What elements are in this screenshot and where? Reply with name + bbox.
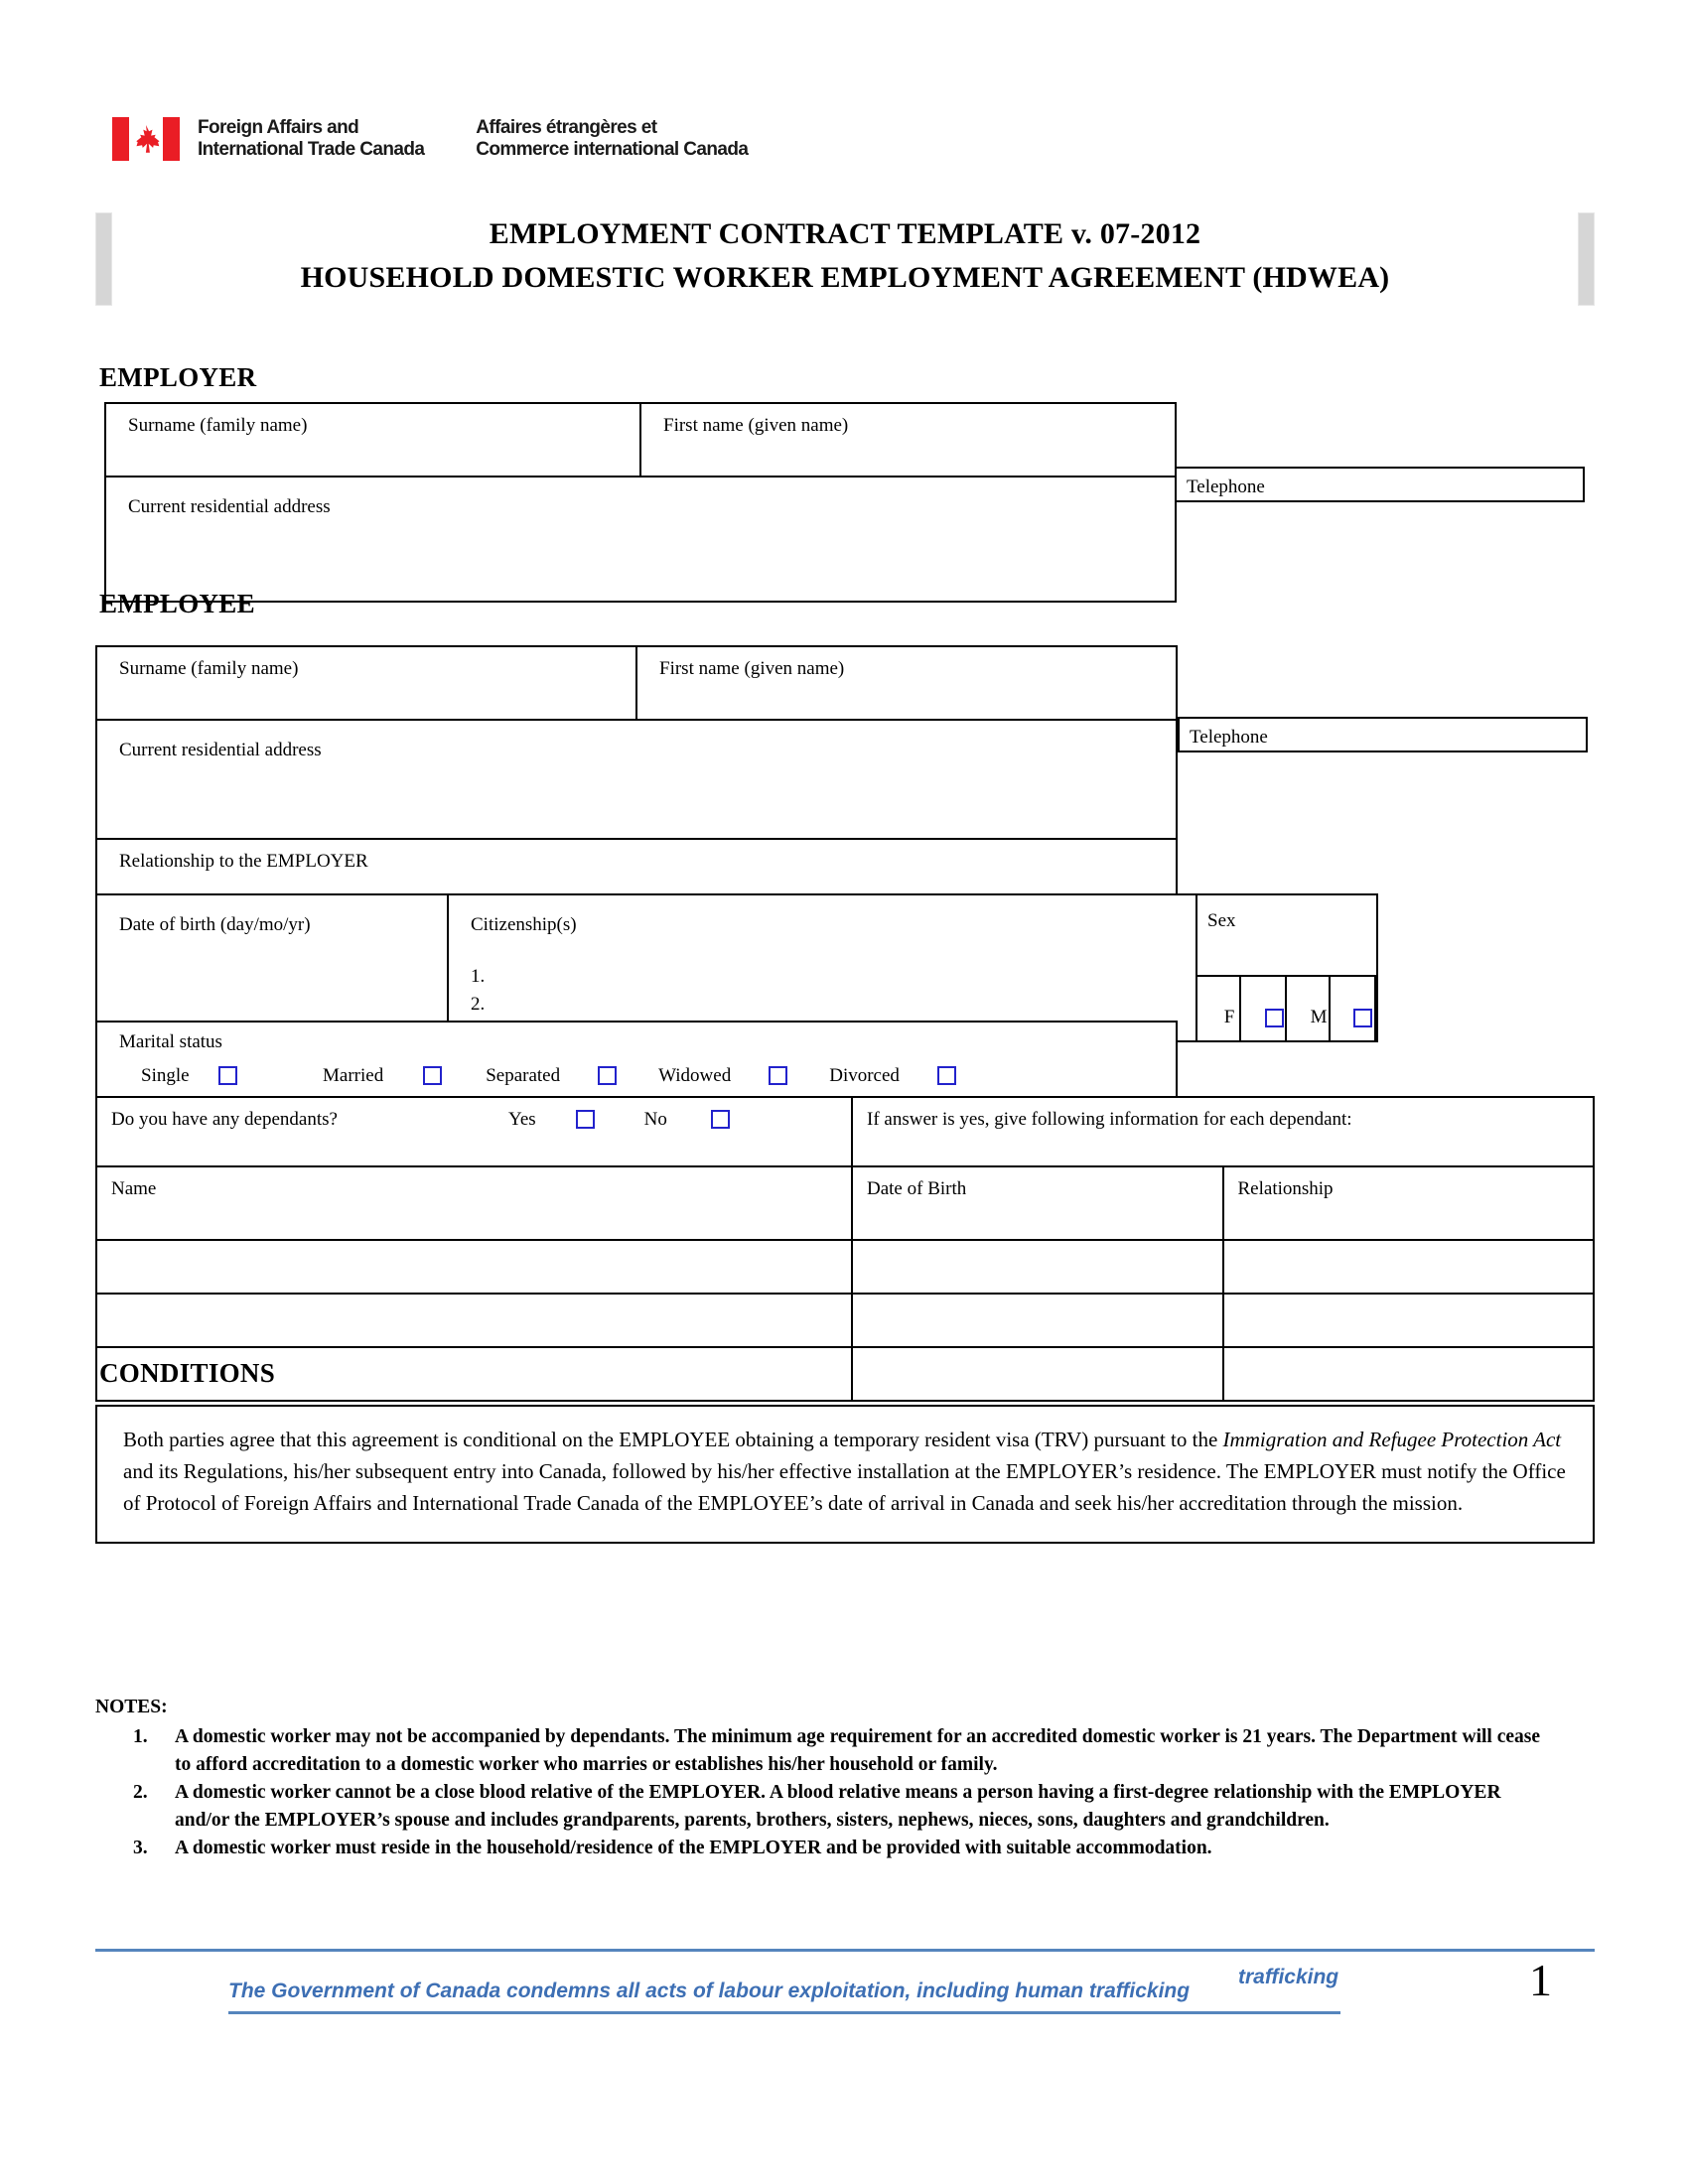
dependants-no-label: No [643, 1109, 667, 1130]
page-number: 1 [1529, 1955, 1552, 2005]
marital-status-label: Marital status [119, 1031, 222, 1052]
dependants-question-row [96, 1097, 1594, 1166]
dependants-col-name [96, 1166, 852, 1240]
dependant-name-cell[interactable] [96, 1240, 852, 1294]
wordmark-fr-line1: Affaires étrangères et [476, 117, 657, 138]
employer-name-row [105, 403, 1176, 477]
marital-status-table [95, 1021, 1178, 1108]
employee-citizenship-label: Citizenship(s) [471, 914, 577, 935]
dependants-instruction-label: If answer is yes, give following information for each dependant: [867, 1109, 1352, 1130]
employer-address-cell[interactable] [105, 477, 1176, 602]
dependant-dob-cell[interactable] [852, 1294, 1223, 1347]
title-bar-right [1578, 212, 1595, 306]
employer-table [104, 402, 1177, 603]
dependants-col-name-label: Name [111, 1178, 157, 1199]
dependants-table [95, 1096, 1595, 1402]
employer-surname-cell[interactable] [105, 403, 640, 477]
list-item [133, 1835, 1545, 1862]
footer-notice-overlap: trafficking [1238, 1966, 1339, 1988]
dependants-col-relationship-label: Relationship [1237, 1178, 1334, 1199]
employee-firstname-label: First name (given name) [659, 658, 845, 679]
marital-widowed-checkbox[interactable] [769, 1066, 787, 1085]
marital-option-married-label: Married [323, 1064, 384, 1086]
conditions-text-part2: and its Regulations, his/her subsequent entry into Canada, followed by his/her effective installation at the EMPLOYER’s residence. The EMPLOYER must notify the Office of Protocol of Foreign Affairs and International Trade Canada of the EMPLOYEE’s date of arrival in Canada and seek his/her accreditation through the mission. [123, 1458, 1566, 1515]
dependants-question-label: Do you have any dependants? [111, 1109, 338, 1130]
employee-table [95, 645, 1178, 929]
note-text: A domestic worker must reside in the household/residence of the EMPLOYER and be provided with suitable accommodation. [175, 1838, 1212, 1859]
dependants-col-dob-label: Date of Birth [867, 1178, 967, 1199]
employee-surname-cell[interactable] [96, 646, 636, 720]
dependant-relationship-cell[interactable] [1223, 1294, 1595, 1347]
employee-dob-label: Date of birth (day/mo/yr) [119, 914, 311, 935]
wordmark-en-line2: International Trade Canada [198, 139, 425, 161]
wordmark-english [198, 117, 424, 162]
dependant-relationship-cell[interactable] [1223, 1347, 1595, 1401]
employee-citizenship-list [471, 963, 1196, 1020]
conditions-section-heading: CONDITIONS [99, 1358, 276, 1388]
page-title-line1: EMPLOYMENT CONTRACT TEMPLATE v. 07-2012 [489, 217, 1201, 250]
note-number: 1. [133, 1726, 148, 1748]
employee-firstname-cell[interactable] [636, 646, 1177, 720]
note-number: 3. [133, 1838, 148, 1859]
dependants-instruction-cell [852, 1097, 1594, 1166]
wordmark-french [476, 117, 748, 162]
sex-male-checkbox[interactable] [1353, 1009, 1372, 1027]
note-text: A domestic worker may not be accompanied by dependants. The minimum age requirement for an accredited domestic worker is 21 years. The Department will cease to afford accreditation to a domestic worker who marries or establishes his/her household or family. [175, 1726, 1540, 1776]
conditions-act-name: Immigration and Refugee Protection Act [1222, 1428, 1562, 1451]
employee-address-label: Current residential address [119, 740, 322, 760]
footer-divider [95, 1949, 1595, 1952]
employer-address-row [105, 477, 1176, 602]
employee-citizenship-cell[interactable] [448, 894, 1196, 1041]
citizenship-item-1[interactable]: 1. [471, 965, 486, 987]
marital-option-single-label: Single [141, 1064, 190, 1086]
dependant-dob-cell[interactable] [852, 1347, 1223, 1401]
marital-option-divorced[interactable] [829, 1064, 956, 1088]
employee-sex-cell [1196, 894, 1377, 1041]
sex-male-checkbox-cell[interactable] [1330, 976, 1375, 1040]
employer-telephone-label: Telephone [1187, 477, 1265, 497]
conditions-text-part1: Both parties agree that this agreement is conditional on the EMPLOYEE obtaining a temporary resident visa (TRV) pursuant to the [123, 1428, 1223, 1451]
employee-address-row [96, 720, 1177, 839]
list-item [133, 1723, 1545, 1779]
marital-option-separated[interactable] [486, 1064, 658, 1088]
sex-female-label: F [1223, 1007, 1235, 1028]
marital-options-row [119, 1064, 1176, 1088]
government-wordmark [112, 117, 748, 162]
employee-sex-label: Sex [1207, 910, 1236, 931]
sex-male-label: M [1310, 1007, 1328, 1028]
dependants-col-relationship [1223, 1166, 1595, 1240]
dependants-col-dob [852, 1166, 1223, 1240]
employee-relationship-label: Relationship to the EMPLOYER [119, 851, 368, 872]
employee-section-heading: EMPLOYEE [99, 589, 255, 618]
employer-firstname-label: First name (given name) [663, 415, 849, 436]
employer-telephone-field[interactable] [1175, 467, 1585, 502]
employee-address-cell[interactable] [96, 720, 1177, 839]
title-bar-left [95, 212, 112, 306]
list-item [133, 1779, 1545, 1835]
page-title [123, 212, 1567, 300]
wordmark-en-line1: Foreign Affairs and [198, 117, 359, 138]
marital-option-widowed[interactable] [658, 1064, 829, 1088]
marital-separated-checkbox[interactable] [598, 1066, 617, 1085]
sex-male-label-cell [1286, 976, 1330, 1040]
marital-divorced-checkbox[interactable] [937, 1066, 956, 1085]
employer-surname-label: Surname (family name) [128, 415, 308, 436]
employee-telephone-field[interactable] [1178, 717, 1588, 752]
document-title-block [95, 212, 1595, 306]
employer-address-label: Current residential address [128, 496, 331, 517]
note-text: A domestic worker cannot be a close blood relative of the EMPLOYER. A blood relative means a person having a first-degree relationship with the EMPLOYER and/or the EMPLOYER’s spouse and includes grandparents, parents, brothers, sisters, nephews, nieces, sons, daughters and grandchildren. [175, 1782, 1501, 1832]
marital-married-checkbox[interactable] [423, 1066, 442, 1085]
note-number: 2. [133, 1782, 148, 1804]
sex-female-checkbox-cell[interactable] [1240, 976, 1286, 1040]
sex-female-checkbox[interactable] [1265, 1009, 1284, 1027]
marital-option-married[interactable] [323, 1064, 486, 1088]
conditions-text-box [95, 1405, 1595, 1544]
dependants-question-cell [96, 1097, 852, 1166]
table-row [96, 1347, 1594, 1401]
sex-female-label-cell [1197, 976, 1240, 1040]
notes-block [95, 1694, 1545, 1862]
employee-surname-label: Surname (family name) [119, 658, 299, 679]
wordmark-fr-line2: Commerce international Canada [476, 139, 749, 161]
dependants-question-group [111, 1108, 851, 1132]
marital-single-checkbox[interactable] [218, 1066, 237, 1085]
dependants-no-checkbox[interactable] [711, 1110, 730, 1129]
canada-flag-icon [112, 117, 180, 161]
dependant-dob-cell[interactable] [852, 1240, 1223, 1294]
sex-options-subtable [1197, 975, 1376, 1040]
wordmark-text [198, 117, 748, 162]
dependants-yes-label: Yes [508, 1109, 536, 1130]
marital-option-widowed-label: Widowed [658, 1064, 732, 1086]
footer-notice: The Government of Canada condemns all acts of labour exploitation, including human trafficking [228, 1979, 1340, 2014]
notes-title: NOTES: [95, 1697, 168, 1717]
marital-option-separated-label: Separated [486, 1064, 561, 1086]
table-row [96, 1240, 1594, 1294]
employer-firstname-cell[interactable] [640, 403, 1176, 477]
marital-option-divorced-label: Divorced [829, 1064, 900, 1086]
employee-dob-cell[interactable] [96, 894, 448, 1041]
dependants-yes-checkbox[interactable] [576, 1110, 595, 1129]
citizenship-item-2[interactable]: 2. [471, 994, 486, 1016]
dependant-name-cell[interactable] [96, 1294, 852, 1347]
employer-section-heading: EMPLOYER [99, 362, 257, 392]
dependant-relationship-cell[interactable] [1223, 1240, 1595, 1294]
employee-telephone-label: Telephone [1190, 727, 1268, 748]
page-title-line2: HOUSEHOLD DOMESTIC WORKER EMPLOYMENT AGREEMENT (HDWEA) [300, 260, 1390, 294]
table-row [96, 1294, 1594, 1347]
dependants-header-row [96, 1166, 1594, 1240]
employee-name-row [96, 646, 1177, 720]
marital-status-cell [96, 1022, 1177, 1107]
marital-option-single[interactable] [141, 1064, 336, 1088]
